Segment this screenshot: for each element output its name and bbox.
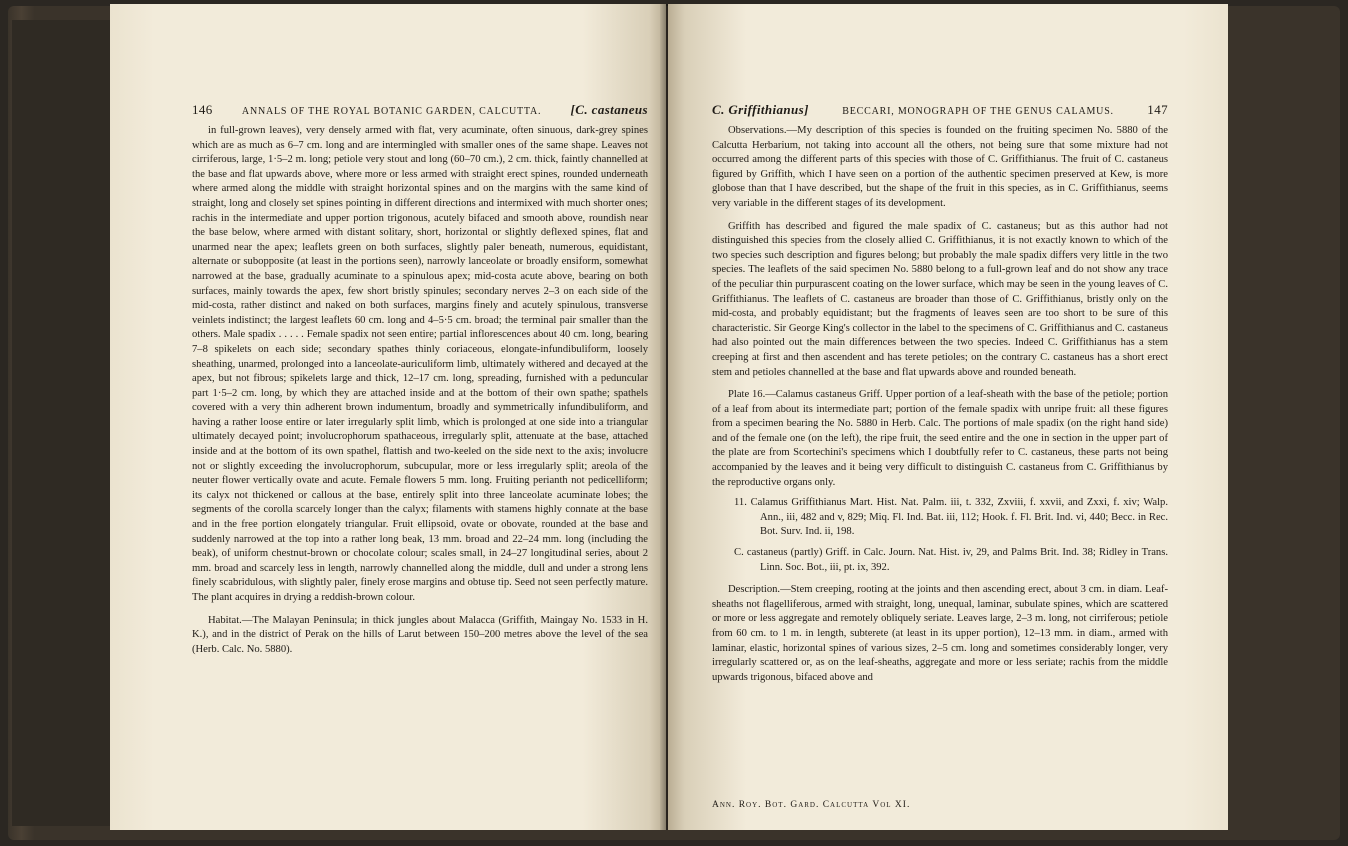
synonymy-entry: 11. Calamus Griffithianus Mart. Hist. Nat. Palm. iii, t. 332, Zxviii, f. xxvii, and Zxxi, f. xiv; Walp. Ann., iii, 482 and v, 829; Miq. Fl. Ind. Bat. iii, 112; Hook. f. Fl. Brit. Ind. vi, 440; Becc. in Rec. Bot. Surv. Ind. ii, 198.	[734, 497, 1168, 538]
journal-footer: Ann. Roy. Bot. Gard. Calcutta Vol XI.	[712, 800, 911, 810]
page-number-right: 147	[1147, 102, 1168, 117]
right-page-header	[712, 102, 1168, 118]
left-page	[110, 4, 666, 830]
section-tag-right: C. Griffithianus]	[712, 102, 809, 117]
binding-edge	[12, 20, 112, 826]
section-tag-left: [C. castaneus	[570, 102, 648, 117]
synonymy-entry: C. castaneus (partly) Griff. in Calc. Journ. Nat. Hist. iv, 29, and Palms Brit. Ind. 38; Ridley in Trans. Linn. Soc. Bot., iii, pt. ix, 392.	[734, 547, 1168, 573]
right-page-body	[712, 124, 1168, 685]
left-page-body	[192, 124, 648, 657]
paragraph: Habitat.—The Malayan Peninsula; in thick jungles about Malacca (Griffith, Maingay No. 1533 in H. K.), and in the district of Perak on the hills of Larut between 150–200 metres above the level of the sea (Herb. Calc. No. 5880).	[192, 614, 648, 655]
running-head-left: ANNALS OF THE ROYAL BOTANIC GARDEN, CALCUTTA.	[241, 106, 542, 117]
paragraph: in full-grown leaves), very densely armed with flat, very acuminate, often sinuous, dark-grey spines which are as much as 6–7 cm. long and are intermingled with smaller ones of the same shape. Leaves not cirriferous, large, 1·5–2 m. long; petiole very stout and long (60–70 cm.), 2 cm. thick, faintly channelled at the base and flat upwards above, where more or less armed with straight erect spines, rounded underneath where armed along the middle with straight horizontal spines and on the margins with the same kind of straight, long and closely set spines pointing in different directions and intermixed with much shorter ones; rachis in the intermediate and upper portion trigonous, acutely bifaced and smooth above, roundish near the base below, where armed with distant solitary, short, horizontal or slightly deflexed spines, flat and unarmed near the apex; leaflets green on both surfaces, slightly paler beneath, numerous, equidistant, alternate or subopposite (at least in the portions seen), narrowly lanceolate or broadly ensiform, somewhat narrowed at the base, gradually acuminate to a spinulous apex; mid-costa acute above, bearing on both surfaces, mainly towards the apex, few short bristly spinules; secondary nerves 2–3 on each side of the mid-costa, rather distinct and naked on both surfaces, margins finely and acutely spinulous, transverse veinlets indistinct; the largest leaflets 60 cm. long and 4–5·5 cm. broad; the terminal pair smaller than the others. Male spadix . . . . . Female spadix not seen entire; partial inflorescences about 40 cm. long, bearing 7–8 spikelets on each side; secondary spathes thinly coriaceous, elongate-infundibuliform, loosely sheathing, unarmed, prolonged into a lanceolate-auriculiform limb, ultimately withered and decayed at the apex, but not fibrous; spikelets large and thick, 12–17 cm. long, spreading, furnished with a peduncular part 1·5–2 cm. long, by which they are attached inside and at the bottom of their own spathe; spathels covered with a very thin adherent brown indumentum, broadly and symmetrically infundibuliform, and having a rather loose entire or later irregularly split limb, which is prolonged at one side into a triangular ultimately decayed point; involucrophorum spathaceous, irregularly split, attenuate at the base, attached inside and at the bottom of its own spathel, flattish and two-keeled on the side next to the axis; involucre not or slightly exceeding the involucrophorum, subcupular, more or less irregularly split; areola of the neuter flower vertically ovate and acute. Female flowers 5 mm. long. Fruiting perianth not pedicelliform; its calyx not thickened or callous at the base, entirely split into three lanceolate acuminate lobes; the segments of the corolla scarcely longer than the calyx; filaments with stamens highly connate at the base and in the free portion elongately triangular. Fruit ellipsoid, ovate or obovate, rounded at the base and suddenly narrowed at the top into a rather long beak, 13 mm. broad and 22–24 mm. long (including the beak), of uniform chestnut-brown or chocolate colour; scales small, in 24–27 longitudinal series, about 2 mm. broad and scarcely less in length, narrowly channelled along the middle, dull and under a strong lens finely scabridulous, with slightly paler, finely erose margins and obtuse tip. Seed not seen perfectly mature. The plant acquires in drying a reddish-brown colour.	[192, 125, 648, 603]
page-number-left: 146	[192, 102, 213, 117]
running-head-right: BECCARI, MONOGRAPH OF THE GENUS CALAMUS.	[842, 106, 1114, 117]
paragraph: Plate 16.—Calamus castaneus Griff. Upper portion of a leaf-sheath with the base of the petiole; portion of a leaf from about its intermediate part; portion of the female spadix with unripe fruit: all these figures from a specimen bearing the No. 5880 in Herb. Calc. The portions of male spadix (on the right hand side) and of the female one (on the left), the ripe fruit, the seed entire and the one in section in the upper part of the plate are from Scortechini's specimens which I doubtfully refer to C. castaneus, these parts not being accompanied by the leaves and it being very difficult to distinguish C. castaneus from C. Griffithianus by the reproductive organs only.	[712, 389, 1168, 488]
paragraph: Observations.—My description of this species is founded on the fruiting specimen No. 5880 of the Calcutta Herbarium, not taking into account all the others, not being sure that some mixture had not occurred among the different parts of this species with those of C. Griffithianus. The fruit of C. castaneus figured by Griffith, which I have seen on a portion of the authentic specimen preserved at Kew, is more globose than that I have described, but the shape of the fruit in this species, as in C. Griffithianus, seems very variable in the different stages of its development.	[712, 125, 1168, 209]
paragraph: Description.—Stem creeping, rooting at the joints and then ascending erect, about 3 cm. in diam. Leaf-sheaths not flagelliferous, armed with straight, long, unequal, laminar, subulate spines, which are scattered or more or less aggregate and remotely obliquely seriate. Leaves large, 2–3 m. long, not cirriferous; petiole from 60 cm. to 1 m. in length, subterete (at least in its upper portion), 12–13 mm. in diam., armed with laminar, elastic, horizontal spines of various sizes, 2–5 cm. long and sometimes considerably longer, very irregularly scattered or, as on the leaf-sheaths, aggregate and more or less seriate; rachis from the middle upwards trigonous, bifaced above and	[712, 584, 1168, 683]
left-page-header	[192, 102, 648, 118]
paragraph: Griffith has described and figured the male spadix of C. castaneus; but as this author had not distinguished this species from the closely allied C. Griffithianus, it is not exactly known to which of the two species such description and figures belong; but probably the male spadix differs very little in the two species. The leaflets of the said specimen No. 5880 belong to a full-grown leaf and do not show any trace of the peculiar thin purpurascent coating on the lower surface, which may be seen in the young leaves of C. Griffithianus. The leaflets of C. castaneus are broader than those of C. Griffithianus, bristly only on the mid-costa, and probably equidistant; but the fragments of leaves seen are too short to be sure of this characteristic. Sir George King's collector in the label to the specimens of C. Griffithianus and C. castaneus had also pointed out the main differences between the two species. Indeed C. Griffithianus has a stem creeping at first and then ascendent and has terete petioles; on the contrary C. castaneus has a short erect stem and petioles channelled at the base and flat upwards above and rounded beneath.	[712, 220, 1168, 378]
right-page	[668, 4, 1228, 830]
